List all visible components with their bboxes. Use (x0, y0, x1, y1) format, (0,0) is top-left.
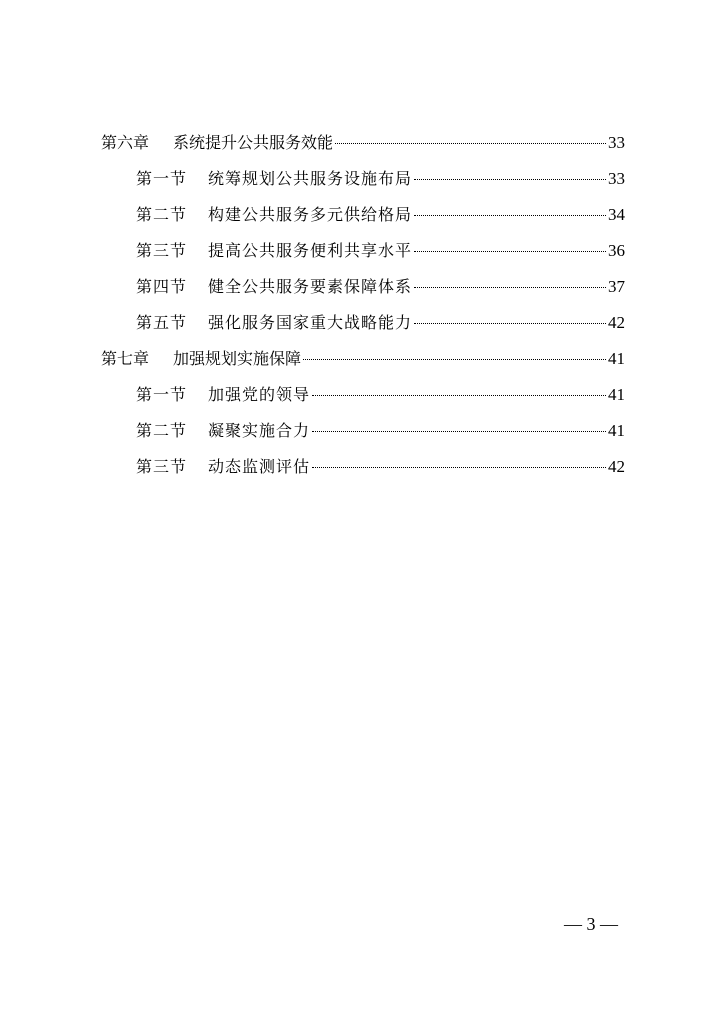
table-of-contents (101, 125, 625, 485)
toc-entry-page: 42 (608, 313, 625, 332)
toc-entry-page: 37 (608, 277, 625, 296)
dot-leader (312, 467, 606, 468)
toc-entry-page: 36 (608, 241, 625, 260)
toc-entry-title: 统筹规划公共服务设施布局 (208, 169, 413, 188)
toc-entry-title: 强化服务国家重大战略能力 (208, 313, 413, 332)
dot-leader (414, 323, 606, 324)
toc-entry-number: 第三节 (136, 241, 188, 260)
toc-entry-number: 第二节 (136, 205, 188, 224)
toc-entry-title: 构建公共服务多元供给格局 (208, 205, 413, 224)
toc-entry-number: 第四节 (136, 277, 188, 296)
dot-leader (303, 359, 606, 360)
toc-section-6-1[interactable] (101, 161, 625, 197)
toc-entry-number: 第三节 (136, 457, 188, 476)
toc-entry-title: 健全公共服务要素保障体系 (208, 277, 413, 296)
toc-entry-number: 第一节 (136, 169, 188, 188)
toc-entry-number: 第六章 (101, 133, 150, 152)
toc-chapter-7[interactable] (101, 341, 625, 377)
dot-leader (414, 215, 606, 216)
toc-entry-title: 提高公共服务便利共享水平 (208, 241, 413, 260)
toc-entry-title: 凝聚实施合力 (208, 421, 311, 440)
toc-section-7-2[interactable] (101, 413, 625, 449)
toc-entry-number: 第五节 (136, 313, 188, 332)
dot-leader (312, 431, 606, 432)
toc-entry-title: 动态监测评估 (208, 457, 311, 476)
toc-section-6-4[interactable] (101, 269, 625, 305)
toc-entry-number: 第一节 (136, 385, 188, 404)
toc-section-7-3[interactable] (101, 449, 625, 485)
dot-leader (312, 395, 606, 396)
toc-section-6-2[interactable] (101, 197, 625, 233)
toc-entry-page: 41 (608, 421, 625, 440)
toc-entry-page: 41 (608, 385, 625, 404)
dot-leader (414, 179, 606, 180)
toc-section-6-5[interactable] (101, 305, 625, 341)
dot-leader (335, 143, 606, 144)
dot-leader (414, 251, 606, 252)
dot-leader (414, 287, 606, 288)
toc-entry-page: 34 (608, 205, 625, 224)
toc-section-6-3[interactable] (101, 233, 625, 269)
page-number-footer: — 3 — (564, 914, 618, 934)
toc-entry-page: 33 (608, 133, 625, 152)
toc-entry-title: 加强党的领导 (208, 385, 311, 404)
toc-entry-number: 第七章 (101, 349, 150, 368)
toc-entry-page: 41 (608, 349, 625, 368)
toc-chapter-6[interactable] (101, 125, 625, 161)
toc-entry-page: 33 (608, 169, 625, 188)
toc-section-7-1[interactable] (101, 377, 625, 413)
toc-entry-page: 42 (608, 457, 625, 476)
toc-entry-number: 第二节 (136, 421, 188, 440)
toc-entry-title: 加强规划实施保障 (173, 349, 302, 368)
toc-entry-title: 系统提升公共服务效能 (173, 133, 334, 152)
